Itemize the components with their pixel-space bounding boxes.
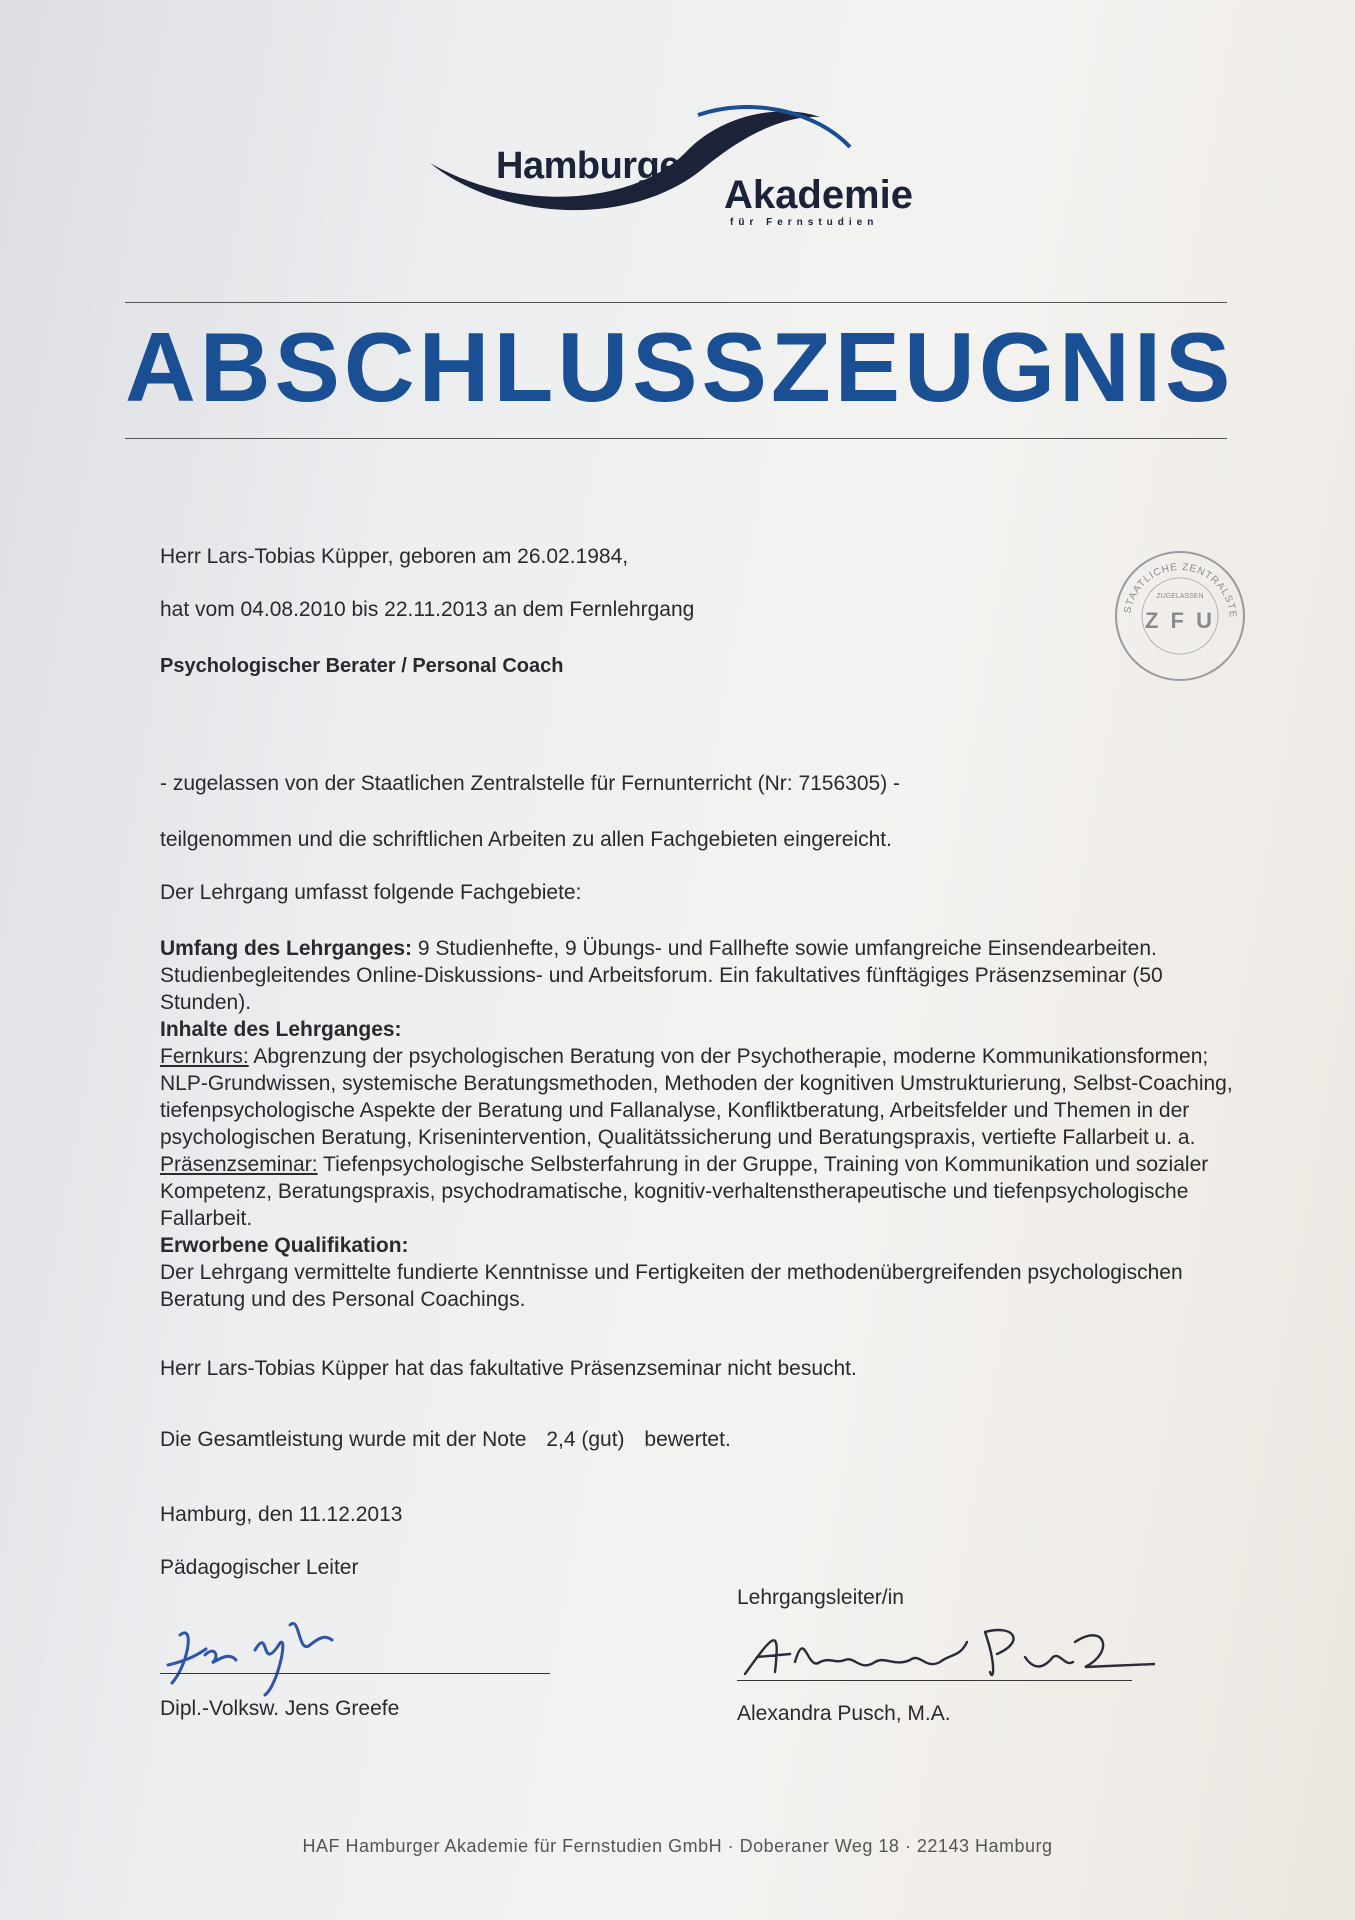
logo-tagline: für Fernstudien: [730, 217, 879, 228]
seminar-note: Herr Lars-Tobias Küpper hat das fakultative Präsenzseminar nicht besucht.: [160, 1357, 857, 1380]
grade-suffix: bewertet.: [644, 1428, 731, 1451]
seminar-paragraph: [160, 1151, 1240, 1232]
subjects-intro: Der Lehrgang umfasst folgende Fachgebiete:: [160, 881, 582, 904]
grade-value: 2,4 (gut): [546, 1428, 625, 1451]
academy-logo: [430, 105, 913, 235]
contents-label: Inhalte des Lehrganges:: [160, 1018, 402, 1041]
zfu-stamp: [1112, 548, 1248, 684]
left-signer-role: Pädagogischer Leiter: [160, 1556, 359, 1579]
grade-prefix: Die Gesamtleistung wurde mit der Note: [160, 1428, 527, 1451]
logo-word-akademie: Akademie: [724, 173, 913, 217]
logo-word-hamburger: Hamburger: [496, 145, 695, 187]
distance-course-paragraph: [160, 1043, 1240, 1151]
grade-line: [160, 1428, 731, 1452]
place-date: Hamburg, den 11.12.2013: [160, 1503, 403, 1526]
left-signer-name: Dipl.-Volksw. Jens Greefe: [160, 1697, 400, 1720]
right-signature: [735, 1612, 1155, 1687]
title-rule-top: [125, 302, 1227, 303]
course-name: Psychologischer Berater / Personal Coach: [160, 655, 564, 677]
course-details: [160, 935, 1240, 1313]
footer-address: HAF Hamburger Akademie für Fernstudien GmbH · Doberaner Weg 18 · 22143 Hamburg: [302, 1836, 1053, 1856]
stamp-ring-text: STAATLICHE ZENTRALSTE: [1122, 561, 1239, 619]
document-title: ABSCHLUSSZEUGNIS: [125, 312, 1235, 422]
approval-line: - zugelassen von der Staatlichen Zentralstelle für Fernunterricht (Nr: 7156305) -: [160, 772, 901, 795]
stamp-letters: Z F U: [1145, 608, 1215, 633]
left-signature-line: [160, 1673, 550, 1674]
scope-label: Umfang des Lehrganges:: [160, 937, 413, 960]
scope-paragraph: [160, 935, 1240, 1016]
right-signature-line: [737, 1680, 1132, 1681]
qualification-label: Erworbene Qualifikation:: [160, 1234, 409, 1257]
seminar-label: Präsenzseminar:: [160, 1153, 318, 1176]
distance-course-label: Fernkurs:: [160, 1045, 249, 1068]
seminar-text: Tiefenpsychologische Selbsterfahrung in der Gruppe, Training von Kommunikation und sozialer Kompetenz, Beratungspraxis, psychodramatische, kognitiv-verhaltenstherapeutische und tiefenpsychologische Fallarbeit.: [160, 1153, 1209, 1230]
left-signature: [160, 1605, 360, 1700]
period-line: hat vom 04.08.2010 bis 22.11.2013 an dem Fernlehrgang: [160, 598, 695, 621]
right-signer-role: Lehrgangsleiter/in: [737, 1586, 904, 1609]
title-rule-bottom: [125, 438, 1227, 439]
scope-text: 9 Studienhefte, 9 Übungs- und Fallhefte sowie umfangreiche Einsendearbeiten. Studienbegleitendes Online-Diskussions- und Arbeitsforum. Ein fakultatives fünftägiges Präsenzseminar (50 Stunden).: [160, 937, 1163, 1014]
completion-line: teilgenommen und die schriftlichen Arbeiten zu allen Fachgebieten eingereicht.: [160, 828, 892, 851]
recipient-line: Herr Lars-Tobias Küpper, geboren am 26.02.1984,: [160, 545, 629, 568]
distance-course-text: Abgrenzung der psychologischen Beratung von der Psychotherapie, moderne Kommunikationsformen; NLP-Grundwissen, systemische Beratungsmethoden, Methoden der kognitiven Umstrukturierung, Selbst-Coaching, tiefenpsychologische Aspekte der Beratung und Fallanalyse, Konfliktberatung, Arbeitsfelder und Themen in der psychologischen Beratung, Krisenintervention, Qualitätssicherung und Beratungspraxis, vertiefte Fallarbeit u. a.: [160, 1045, 1233, 1149]
stamp-small-text: ZUGELASSEN: [1156, 593, 1204, 600]
qualification-text: Der Lehrgang vermittelte fundierte Kenntnisse und Fertigkeiten der methodenübergreifenden psychologischen Beratung und des Personal Coachings.: [160, 1261, 1183, 1311]
right-signer-name: Alexandra Pusch, M.A.: [737, 1702, 951, 1725]
